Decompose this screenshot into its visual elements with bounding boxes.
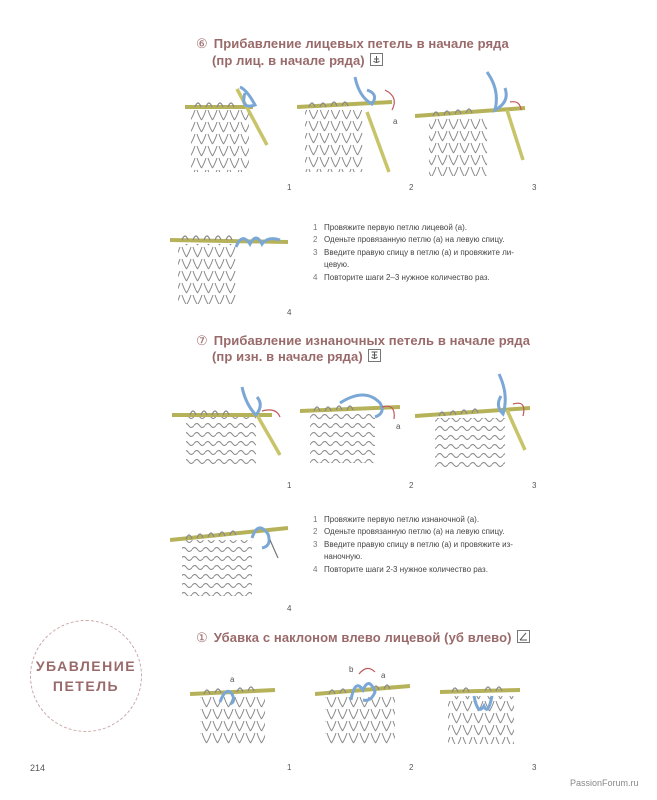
section6-steps xyxy=(313,222,543,284)
fig-label-7-4: 4 xyxy=(287,604,292,613)
fig-label-1-2: 2 xyxy=(409,763,414,772)
section7-steps xyxy=(313,514,543,576)
knit-figure-6-1 xyxy=(185,85,275,180)
a-label-1-2: a xyxy=(381,671,386,680)
page-number: 214 xyxy=(30,763,46,773)
section7-title-line1: Прибавление изнаночных петель в начале ряда xyxy=(213,333,531,348)
step-item: 4 Повторите шаги 2-3 нужное количество раз. xyxy=(313,564,488,574)
step-item: 3 Введите правую спицу в петлю (а) и провяжите из- xyxy=(313,539,513,549)
knit-figure-6-3 xyxy=(415,70,530,180)
section1-title-text: Убавка с наклоном влево лицевой (уб влево) xyxy=(213,630,512,645)
purl-figure-7-1 xyxy=(172,385,287,475)
fig-label-1-1: 1 xyxy=(287,763,292,772)
section6-title-line2: (пр лиц. в начале ряда) xyxy=(212,53,365,68)
fig-label-7-2: 2 xyxy=(409,481,414,490)
section7-title-line2: (пр изн. в начале ряда) xyxy=(212,349,363,364)
step-item: цевую. xyxy=(324,260,350,270)
step-item: 1 Провяжите первую петлю лицевой (а). xyxy=(313,223,468,232)
anchor-symbol-icon xyxy=(370,53,383,66)
badge-line2: ПЕТЕЛЬ xyxy=(52,678,120,694)
knit-figure-6-4 xyxy=(170,222,295,307)
step-item: 2 Оденьте провязанную петлю (а) на левую спицу. xyxy=(313,235,505,245)
fig-label-6-2: 2 xyxy=(409,183,414,192)
a-label-7-2: a xyxy=(396,422,401,431)
fig-label-6-3: 3 xyxy=(532,183,537,192)
watermark: PassionForum.ru xyxy=(570,778,639,788)
left-slant-symbol-icon xyxy=(517,630,530,643)
fig-label-6-4: 4 xyxy=(287,308,292,317)
purl-figure-7-3 xyxy=(415,370,535,475)
fig-label-7-1: 1 xyxy=(287,481,292,490)
section7-title xyxy=(196,333,530,349)
section1-title xyxy=(196,630,530,646)
fig-label-7-3: 3 xyxy=(532,481,537,490)
section7-subtitle xyxy=(212,349,381,364)
section6-title-line1: Прибавление лицевых петель в начале ряда xyxy=(213,36,509,51)
section1-number: ① xyxy=(196,630,208,645)
step-item: 2 Оденьте провязанную петлю (а) на левую спицу. xyxy=(313,527,505,537)
knit-figure-6-2 xyxy=(297,72,407,180)
decrease-figure-1-3 xyxy=(440,676,525,746)
step-item: 1 Провяжите первую петлю изнаночной (а). xyxy=(313,515,480,524)
step-item: 3 Введите правую спицу в петлю (а) и провяжите ли- xyxy=(313,247,514,257)
decrease-figure-1-2 xyxy=(315,660,415,747)
section-badge xyxy=(30,620,142,732)
fig-label-6-1: 1 xyxy=(287,183,292,192)
purl-figure-7-2 xyxy=(300,385,410,475)
step-item: наночную. xyxy=(324,552,363,562)
section7-number: ⑦ xyxy=(196,333,208,348)
decrease-figure-1-1 xyxy=(190,672,280,747)
purl-figure-7-4 xyxy=(170,518,295,600)
anchor-bar-symbol-icon xyxy=(368,349,381,362)
fig-label-1-3: 3 xyxy=(532,763,537,772)
section6-subtitle xyxy=(212,53,383,68)
section6-title xyxy=(196,36,509,52)
step-item: 4 Повторите шаги 2–3 нужное количество раз. xyxy=(313,272,490,282)
badge-line1: УБАВЛЕНИЕ xyxy=(35,658,137,674)
b-label-1-2: b xyxy=(349,665,354,674)
a-label-1-1: a xyxy=(230,675,235,684)
a-label-6-2: a xyxy=(393,117,398,126)
section6-number: ⑥ xyxy=(196,36,208,51)
